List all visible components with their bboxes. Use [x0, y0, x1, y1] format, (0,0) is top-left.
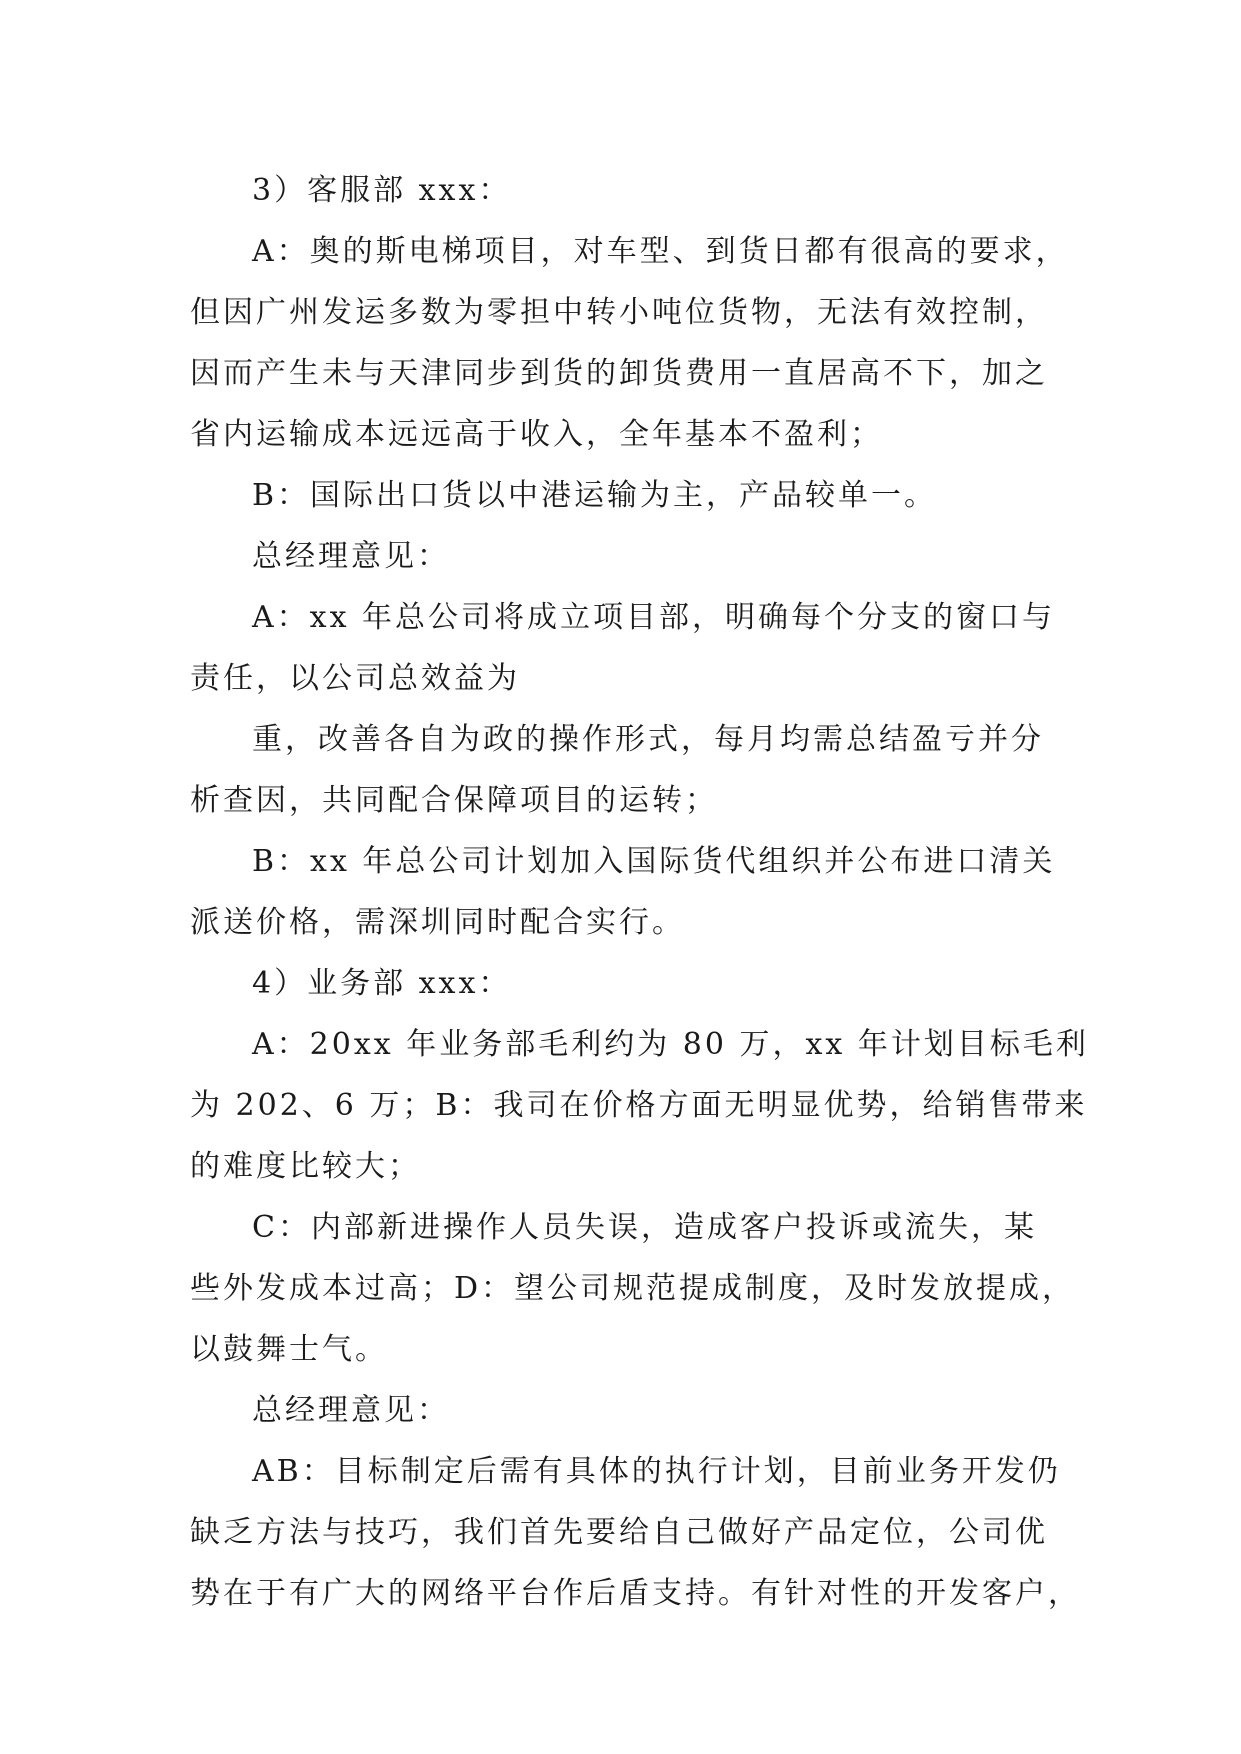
paragraph-line: 派送价格，需深圳同时配合实行。 [190, 905, 685, 940]
paragraph-line: A：xx 年总公司将成立项目部，明确每个分支的窗口与 [252, 600, 1056, 635]
paragraph-line: 因而产生未与天津同步到货的卸货费用一直居高不下，加之 [190, 356, 1048, 391]
paragraph-line: 势在于有广大的网络平台作后盾支持。有针对性的开发客户， [190, 1576, 1081, 1611]
section-heading-customer-service: 3）客服部 xxx： [252, 173, 512, 208]
paragraph-line: B：xx 年总公司计划加入国际货代组织并公布进口清关 [252, 844, 1056, 879]
section-heading-business: 4）业务部 xxx： [252, 966, 512, 1001]
section-heading-gm-opinion: 总经理意见： [252, 539, 450, 574]
paragraph-line: 省内运输成本远远高于收入，全年基本不盈利； [190, 417, 883, 452]
paragraph-line: 的难度比较大； [190, 1149, 421, 1184]
section-heading-gm-opinion: 总经理意见： [252, 1393, 450, 1428]
paragraph-line: B：国际出口货以中港运输为主，产品较单一。 [252, 478, 938, 513]
paragraph-line: 析查因，共同配合保障项目的运转； [190, 783, 718, 818]
document-body [190, 160, 1089, 1624]
paragraph-line: A：奥的斯电梯项目，对车型、到货日都有很高的要求， [252, 234, 1069, 269]
paragraph-line: AB：目标制定后需有具体的执行计划，目前业务开发仍 [252, 1454, 1061, 1489]
paragraph-line: 责任，以公司总效益为 [190, 661, 520, 696]
paragraph-line: 以鼓舞士气。 [190, 1332, 388, 1367]
paragraph-line: 重，改善各自为政的操作形式，每月均需总结盈亏并分 [252, 722, 1044, 757]
paragraph-line: C：内部新进操作人员失误，造成客户投诉或流失，某 [252, 1210, 1037, 1245]
paragraph-line: 但因广州发运多数为零担中转小吨位货物，无法有效控制， [190, 295, 1048, 330]
paragraph-line: 缺乏方法与技巧，我们首先要给自己做好产品定位，公司优 [190, 1515, 1048, 1550]
paragraph-line: 些外发成本过高；D：望公司规范提成制度，及时发放提成， [190, 1271, 1076, 1306]
paragraph-line: 为 202、6 万；B：我司在价格方面无明显优势，给销售带来 [190, 1088, 1088, 1123]
paragraph-line: A：20xx 年业务部毛利约为 80 万，xx 年计划目标毛利 [252, 1027, 1089, 1062]
